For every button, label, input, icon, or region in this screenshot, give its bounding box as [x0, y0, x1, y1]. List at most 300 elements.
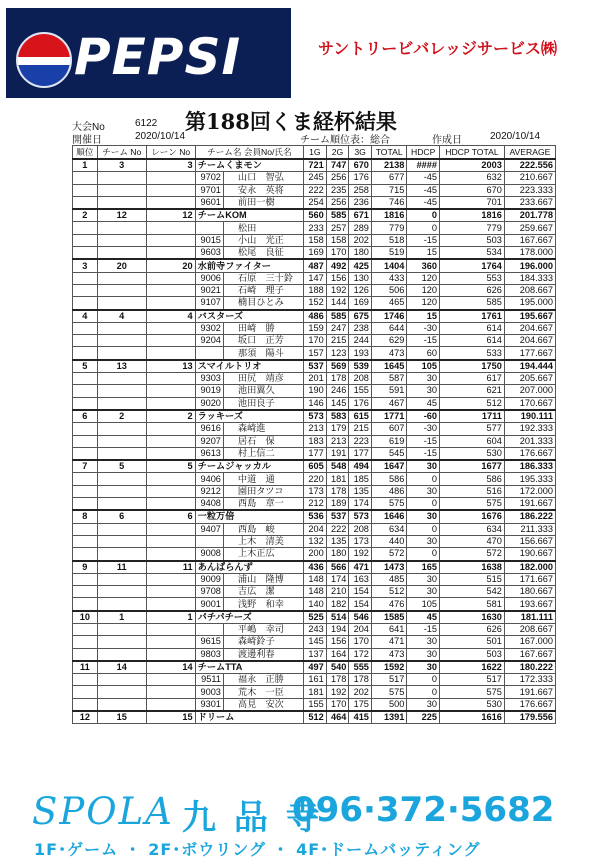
pepsi-globe-icon [16, 32, 72, 88]
cell-empty [73, 272, 98, 284]
cell-name: 上木正広 [223, 548, 303, 561]
cell-hdcp: 165 [407, 561, 440, 574]
cell-empty [97, 447, 146, 460]
cell-g2: 135 [326, 535, 349, 547]
cell-g1: 512 [304, 711, 327, 724]
cell-empty [73, 284, 98, 296]
cell-total: 473 [371, 347, 406, 360]
cell-empty [73, 523, 98, 535]
cell-g2: 492 [326, 259, 349, 272]
cell-empty [146, 698, 195, 711]
cell-name: バスターズ [195, 310, 303, 323]
cell-team: 12 [97, 209, 146, 222]
table-header [73, 146, 556, 160]
team-row [73, 711, 556, 724]
cell-rank: 8 [73, 510, 98, 523]
cell-empty [73, 322, 98, 334]
cell-empty [97, 598, 146, 611]
cell-empty [97, 636, 146, 648]
cell-rank: 12 [73, 711, 98, 724]
cell-hdcp: 0 [407, 674, 440, 686]
cell-htot: 701 [440, 196, 505, 209]
cell-htot: 530 [440, 698, 505, 711]
cell-empty [97, 234, 146, 246]
cell-g1: 605 [304, 460, 327, 473]
cell-id: 9708 [195, 586, 223, 598]
cell-htot: 1630 [440, 611, 505, 624]
cell-g2: 247 [326, 322, 349, 334]
cell-empty [73, 447, 98, 460]
cell-empty [97, 435, 146, 447]
cell-htot: 1638 [440, 561, 505, 574]
cell-g1: 177 [304, 447, 327, 460]
cell-g3: 208 [349, 373, 372, 385]
cell-rank: 5 [73, 360, 98, 373]
team-row [73, 510, 556, 523]
cell-hdcp: 45 [407, 397, 440, 410]
cell-id [195, 222, 223, 234]
cell-g2: 144 [326, 297, 349, 310]
cell-avg: 177.667 [504, 347, 555, 360]
cell-empty [73, 347, 98, 360]
cell-htot: 1816 [440, 209, 505, 222]
cell-team: 15 [97, 711, 146, 724]
cell-name: 平嶋 幸司 [223, 623, 303, 635]
cell-g2: 178 [326, 674, 349, 686]
member-row [73, 498, 556, 511]
cell-name: 高見 安次 [223, 698, 303, 711]
cell-empty [73, 548, 98, 561]
cell-g2: 548 [326, 460, 349, 473]
member-row [73, 284, 556, 296]
cell-total: 465 [371, 297, 406, 310]
cell-id: 9302 [195, 322, 223, 334]
cell-total: 473 [371, 648, 406, 661]
cell-g2: 210 [326, 586, 349, 598]
cell-empty [146, 586, 195, 598]
cell-g3: 126 [349, 284, 372, 296]
cell-empty [73, 172, 98, 184]
cell-empty [73, 473, 98, 485]
team-row [73, 360, 556, 373]
page-title: 第188回くま経杯結果 [185, 109, 397, 134]
cell-hdcp: 30 [407, 385, 440, 397]
cell-name: 池田良子 [223, 397, 303, 410]
cell-empty [146, 373, 195, 385]
member-row [73, 523, 556, 535]
cell-g3: 539 [349, 360, 372, 373]
cell-htot: 534 [440, 247, 505, 260]
member-row [73, 698, 556, 711]
cell-name: 居石 保 [223, 435, 303, 447]
cell-empty [146, 548, 195, 561]
cell-name: 池田翼久 [223, 385, 303, 397]
cell-id: 9303 [195, 373, 223, 385]
member-row [73, 196, 556, 209]
company-name: サントリービバレッジサービス㈱ [318, 39, 558, 58]
cell-htot: 575 [440, 498, 505, 511]
cell-g2: 191 [326, 447, 349, 460]
cell-avg: 195.333 [504, 473, 555, 485]
col-average: AVERAGE [504, 146, 555, 160]
cell-name: 荒木 一臣 [223, 686, 303, 698]
cell-htot: 1750 [440, 360, 505, 373]
cell-g3: 176 [349, 172, 372, 184]
cell-g1: 169 [304, 247, 327, 260]
cell-hdcp: 15 [407, 310, 440, 323]
cell-team: 4 [97, 310, 146, 323]
cell-total: 644 [371, 322, 406, 334]
cell-name: 森崎鈴子 [223, 636, 303, 648]
col-3g: 3G [349, 146, 372, 160]
cell-name: 渡邊利春 [223, 648, 303, 661]
cell-empty [146, 234, 195, 246]
cell-lane: 5 [146, 460, 195, 473]
spola-logo: SPOLA [32, 790, 174, 833]
cell-htot: 501 [440, 636, 505, 648]
cell-htot: 585 [440, 297, 505, 310]
cell-empty [146, 272, 195, 284]
cell-g3: 675 [349, 310, 372, 323]
cell-total: 607 [371, 423, 406, 435]
cell-hdcp: -15 [407, 234, 440, 246]
cell-g3: 172 [349, 648, 372, 661]
cell-id: 9613 [195, 447, 223, 460]
cell-g3: 238 [349, 322, 372, 334]
cell-g3: 425 [349, 259, 372, 272]
cell-name: チームKOM [195, 209, 303, 222]
cell-g2: 170 [326, 698, 349, 711]
cell-avg: 186.333 [504, 460, 555, 473]
cell-name: ラッキーズ [195, 410, 303, 423]
cell-empty [73, 586, 98, 598]
cell-rank: 3 [73, 259, 98, 272]
cell-htot: 1622 [440, 661, 505, 674]
cell-hdcp: 105 [407, 598, 440, 611]
cell-g3: 415 [349, 711, 372, 724]
cell-id: 9511 [195, 674, 223, 686]
cell-total: 587 [371, 373, 406, 385]
team-row [73, 561, 556, 574]
cell-hdcp: -45 [407, 184, 440, 196]
cell-g3: 170 [349, 636, 372, 648]
cell-total: 641 [371, 623, 406, 635]
cell-hdcp: #### [407, 159, 440, 172]
cell-avg: 195.667 [504, 310, 555, 323]
cell-total: 1391 [371, 711, 406, 724]
cell-id: 9020 [195, 397, 223, 410]
cell-empty [97, 573, 146, 585]
cell-avg: 207.000 [504, 385, 555, 397]
cell-empty [146, 573, 195, 585]
cell-avg: 182.000 [504, 561, 555, 574]
cell-avg: 180.222 [504, 661, 555, 674]
cell-empty [97, 347, 146, 360]
cell-total: 779 [371, 222, 406, 234]
cell-empty [97, 247, 146, 260]
cell-empty [146, 447, 195, 460]
cell-rank: 10 [73, 611, 98, 624]
cell-name: 吉広 潔 [223, 586, 303, 598]
cell-empty [97, 473, 146, 485]
cell-htot: 503 [440, 648, 505, 661]
cell-g1: 204 [304, 523, 327, 535]
cell-lane: 13 [146, 360, 195, 373]
order-label: チーム順位表：総合 [300, 135, 390, 146]
team-row [73, 460, 556, 473]
cell-avg: 223.333 [504, 184, 555, 196]
cell-g2: 464 [326, 711, 349, 724]
cell-htot: 632 [440, 172, 505, 184]
cell-empty [97, 485, 146, 497]
cell-htot: 572 [440, 548, 505, 561]
member-row [73, 297, 556, 310]
cell-htot: 626 [440, 623, 505, 635]
cell-empty [146, 623, 195, 635]
cell-g3: 135 [349, 485, 372, 497]
cell-hdcp: 0 [407, 209, 440, 222]
cell-htot: 533 [440, 347, 505, 360]
cell-htot: 586 [440, 473, 505, 485]
cell-hdcp: 30 [407, 373, 440, 385]
cell-name: 村上信二 [223, 447, 303, 460]
cell-g2: 585 [326, 310, 349, 323]
cell-g3: 174 [349, 498, 372, 511]
cell-avg: 192.333 [504, 423, 555, 435]
cell-hdcp: 30 [407, 535, 440, 547]
cell-name: 中道 通 [223, 473, 303, 485]
cell-empty [97, 686, 146, 698]
cell-g2: 256 [326, 196, 349, 209]
cell-total: 715 [371, 184, 406, 196]
cell-g1: 573 [304, 410, 327, 423]
cell-htot: 515 [440, 573, 505, 585]
cell-g1: 152 [304, 297, 327, 310]
cell-hdcp: -30 [407, 322, 440, 334]
created-label: 作成日 [432, 135, 462, 146]
cell-team: 5 [97, 460, 146, 473]
cell-total: 619 [371, 435, 406, 447]
cell-hdcp: -30 [407, 423, 440, 435]
cell-empty [97, 397, 146, 410]
cell-name: 西島 章一 [223, 498, 303, 511]
cell-g2: 182 [326, 598, 349, 611]
cell-name: 松田 [223, 222, 303, 234]
cell-g3: 471 [349, 561, 372, 574]
cell-total: 591 [371, 385, 406, 397]
cell-empty [97, 698, 146, 711]
cell-avg: 172.000 [504, 485, 555, 497]
member-row [73, 485, 556, 497]
col-hdcp: HDCP [407, 146, 440, 160]
cell-hdcp: -45 [407, 172, 440, 184]
cell-id: 9021 [195, 284, 223, 296]
cell-empty [73, 636, 98, 648]
cell-total: 1647 [371, 460, 406, 473]
cell-empty [146, 686, 195, 698]
cell-total: 440 [371, 535, 406, 547]
cell-g2: 178 [326, 485, 349, 497]
cell-g1: 220 [304, 473, 327, 485]
cell-g2: 174 [326, 573, 349, 585]
cell-g3: 573 [349, 510, 372, 523]
pepsi-banner [6, 8, 291, 98]
cell-hdcp: 0 [407, 498, 440, 511]
cell-g2: 194 [326, 623, 349, 635]
member-row [73, 548, 556, 561]
venue-name: 九 品 寺 [182, 798, 323, 838]
cell-total: 1592 [371, 661, 406, 674]
cell-g2: 569 [326, 360, 349, 373]
cell-empty [73, 385, 98, 397]
cell-hdcp: -15 [407, 447, 440, 460]
cell-empty [97, 284, 146, 296]
cell-empty [146, 485, 195, 497]
cell-total: 500 [371, 698, 406, 711]
cell-rank: 6 [73, 410, 98, 423]
cell-hdcp: 0 [407, 686, 440, 698]
cell-team: 11 [97, 561, 146, 574]
cell-avg: 176.667 [504, 698, 555, 711]
created-date: 2020/10/14 [490, 131, 541, 142]
cell-name: 森崎進 [223, 423, 303, 435]
cell-avg: 201.333 [504, 435, 555, 447]
cell-g2: 215 [326, 335, 349, 347]
member-row [73, 674, 556, 686]
cell-htot: 670 [440, 184, 505, 196]
cell-g3: 615 [349, 410, 372, 423]
cell-id: 9407 [195, 523, 223, 535]
cell-htot: 617 [440, 373, 505, 385]
cell-lane: 15 [146, 711, 195, 724]
cell-total: 517 [371, 674, 406, 686]
cell-g2: 181 [326, 473, 349, 485]
cell-htot: 542 [440, 586, 505, 598]
cell-name: 浅野 和幸 [223, 598, 303, 611]
cell-empty [73, 397, 98, 410]
cell-g3: 202 [349, 686, 372, 698]
cell-g2: 222 [326, 523, 349, 535]
cell-g1: 436 [304, 561, 327, 574]
cell-id: 9003 [195, 686, 223, 698]
cell-total: 1404 [371, 259, 406, 272]
cell-g1: 243 [304, 623, 327, 635]
cell-g3: 155 [349, 385, 372, 397]
cell-id: 9408 [195, 498, 223, 511]
cell-avg: 167.667 [504, 648, 555, 661]
cell-hdcp: -15 [407, 335, 440, 347]
cell-empty [146, 397, 195, 410]
cell-empty [97, 548, 146, 561]
cell-team: 1 [97, 611, 146, 624]
member-row [73, 535, 556, 547]
cell-g2: 246 [326, 385, 349, 397]
cell-g1: 155 [304, 698, 327, 711]
cell-g1: 537 [304, 360, 327, 373]
cell-htot: 516 [440, 485, 505, 497]
cell-empty [73, 184, 98, 196]
cell-empty [146, 648, 195, 661]
cell-avg: 210.667 [504, 172, 555, 184]
date-label: 開催日 [72, 135, 102, 146]
cell-htot: 575 [440, 686, 505, 698]
cell-empty [146, 435, 195, 447]
cell-id: 9008 [195, 548, 223, 561]
cell-empty [73, 674, 98, 686]
cell-avg: 181.111 [504, 611, 555, 624]
cell-empty [73, 196, 98, 209]
cell-g3: 130 [349, 272, 372, 284]
cell-htot: 530 [440, 447, 505, 460]
cell-htot: 614 [440, 335, 505, 347]
cell-name: 田崎 勝 [223, 322, 303, 334]
member-row [73, 385, 556, 397]
cell-g3: 185 [349, 473, 372, 485]
cell-lane: 4 [146, 310, 195, 323]
cell-empty [97, 172, 146, 184]
cell-htot: 512 [440, 397, 505, 410]
cell-empty [146, 473, 195, 485]
phone-number: 096·372·5682 [292, 790, 555, 830]
cell-empty [97, 297, 146, 310]
cell-name: スマイルトリオ [195, 360, 303, 373]
cell-htot: 1616 [440, 711, 505, 724]
cell-g1: 159 [304, 322, 327, 334]
cell-avg: 196.000 [504, 259, 555, 272]
cell-id: 9601 [195, 196, 223, 209]
member-row [73, 184, 556, 196]
cell-total: 433 [371, 272, 406, 284]
cell-g1: 525 [304, 611, 327, 624]
cell-empty [73, 222, 98, 234]
cell-id [195, 623, 223, 635]
cell-total: 677 [371, 172, 406, 184]
cell-g3: 169 [349, 297, 372, 310]
cell-empty [146, 498, 195, 511]
col-team-no: チーム No [97, 146, 146, 160]
cell-lane: 12 [146, 209, 195, 222]
cell-g3: 546 [349, 611, 372, 624]
cell-avg: 176.667 [504, 447, 555, 460]
cell-empty [97, 373, 146, 385]
member-row [73, 573, 556, 585]
cell-avg: 172.333 [504, 674, 555, 686]
cell-g3: 223 [349, 435, 372, 447]
cell-g2: 179 [326, 423, 349, 435]
cell-total: 1645 [371, 360, 406, 373]
cell-g3: 670 [349, 159, 372, 172]
cell-hdcp: 0 [407, 473, 440, 485]
cell-avg: 204.667 [504, 335, 555, 347]
cell-g1: 161 [304, 674, 327, 686]
cell-id: 9603 [195, 247, 223, 260]
cell-total: 467 [371, 397, 406, 410]
cell-g1: 188 [304, 284, 327, 296]
cell-id: 9204 [195, 335, 223, 347]
cell-g2: 178 [326, 373, 349, 385]
cell-empty [97, 196, 146, 209]
cell-empty [73, 234, 98, 246]
cell-g1: 213 [304, 423, 327, 435]
cell-htot: 634 [440, 523, 505, 535]
event-date: 2020/10/14 [135, 131, 186, 142]
results-table [72, 145, 556, 724]
cell-empty [73, 435, 98, 447]
cell-total: 1585 [371, 611, 406, 624]
cell-lane: 2 [146, 410, 195, 423]
cell-empty [146, 423, 195, 435]
cell-g1: 200 [304, 548, 327, 561]
